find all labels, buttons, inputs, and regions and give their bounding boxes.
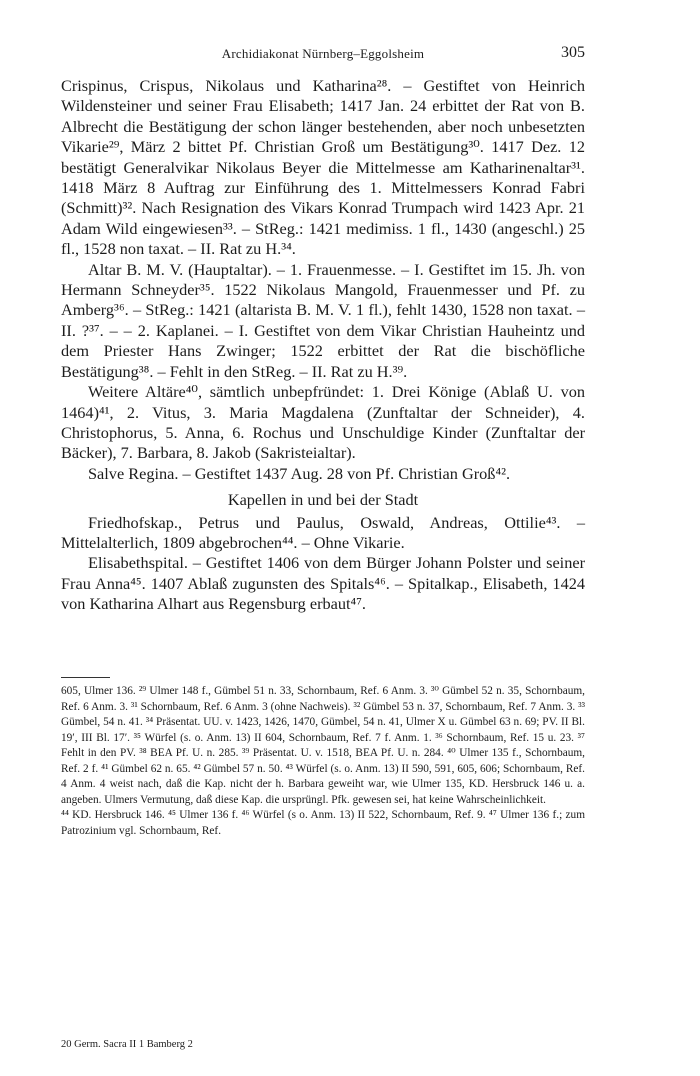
footnote-block: ⁴⁴ KD. Hersbruck 146. ⁴⁵ Ulmer 136 f. ⁴⁶ Würfel (s o. Anm. 13) II 522, Schornbaum, Ref. 9. ⁴⁷ Ulmer 136 f.; zum Patrozinium vgl. Schornbaum, Ref. <box>61 809 585 837</box>
footnote-separator <box>61 677 110 678</box>
paragraph: Weitere Altäre⁴⁰, sämtlich unbepfründet: 1. Drei Könige (Ablaß U. von 1464)⁴¹, 2. Vitus, 3. Maria Magdalena (Zunftaltar der Schneider), 4. Christophorus, 5. Anna, 6. Rochus und Unschuldige Kinder (Zunftaltar der Bäcker), 7. Barbara, 8. Jakob (Sakristeialtar). <box>61 382 585 463</box>
page-number: 305 <box>561 44 585 61</box>
signature-line: 20 Germ. Sacra II 1 Bamberg 2 <box>61 1039 193 1050</box>
paragraph: Elisabethspital. – Gestiftet 1406 von dem Bürger Johann Polster und seiner Frau Anna⁴⁵. 1407 Ablaß zugunsten des Spitals⁴⁶. – Spitalkap., Elisabeth, 1424 von Katharina Alhart aus Regensburg erbaut⁴⁷. <box>61 553 585 614</box>
footnote-block: 605, Ulmer 136. ²⁹ Ulmer 148 f., Gümbel 51 n. 33, Schornbaum, Ref. 6 Anm. 3. ³⁰ Gümbel 52 n. 35, Schornbaum, Ref. 6 Anm. 3. ³¹ Schornbaum, Ref. 6 Anm. 3 (ohne Nachweis). ³² Gümbel 53 n. 37, Schornbaum, Ref. 7 Anm. 3. ³³ Gümbel, 54 n. 41. ³⁴ Präsentat. UU. v. 1423, 1426, 1470, Gümbel, 54 n. 41, Ulmer X u. Gümbel 63 n. 69; PV. II Bl. 19′, III Bl. 17′. ³⁵ Würfel (s. o. Anm. 13) II 604, Schornbaum, Ref. 7 f. Anm. 1. ³⁶ Schornbaum, Ref. 15 u. 23. ³⁷ Fehlt in den PV. ³⁸ BEA Pf. U. n. 285. ³⁹ Präsentat. U. v. 1518, BEA Pf. U. n. 284. ⁴⁰ Ulmer 135 f., Schornbaum, Ref. 2 f. ⁴¹ Gümbel 62 n. 65. ⁴² Gümbel 57 n. 50. ⁴³ Würfel (s. o. Anm. 13) II 590, 591, 605, 606; Schornbaum, Ref. 4 Anm. 4 weist nach, daß die Kap. nicht der h. Barbara geweiht war, wie Ulmer 135, KD. Hersbruck 146 u. a. angeben. Ulmers Vermutung, daß diese Kap. die ursprüngl. Pfk. gewesen sei, hat keine Wahrscheinlichkeit. <box>61 685 585 806</box>
main-text <box>61 76 585 615</box>
paragraph: Friedhofskap., Petrus und Paulus, Oswald, Andreas, Ottilie⁴³. – Mittelalterlich, 1809 abgebrochen⁴⁴. – Ohne Vikarie. <box>61 512 585 552</box>
running-header <box>61 44 585 66</box>
paragraph: Altar B. M. V. (Hauptaltar). – 1. Frauenmesse. – I. Gestiftet im 15. Jh. von Hermann Schneyder³⁵. 1522 Nikolaus Mangold, Frauenmesser und Pf. zu Amberg³⁶. – StReg.: 1421 (altarista B. M. V. 1 fl.), fehlt 1430, 1528 non taxat. – II. ?³⁷. – – 2. Kaplanei. – I. Gestiftet von dem Vikar Christian Hauheintz und dem Priester Hans Zwinger; 1522 erbittet der Rat die bischöfliche Bestätigung³⁸. – Fehlt in den StReg. – II. Rat zu H.³⁹. <box>61 259 585 381</box>
running-title: Archidiakonat Nürnberg–Eggolsheim <box>221 46 425 61</box>
paragraph: Salve Regina. – Gestiftet 1437 Aug. 28 von Pf. Christian Groß⁴². <box>88 463 511 483</box>
footnotes <box>61 684 585 839</box>
section-heading: Kapellen in und bei der Stadt <box>227 490 419 510</box>
paragraph: Crispinus, Crispus, Nikolaus und Katharina²⁸. – Gestiftet von Heinrich Wildensteiner und seiner Frau Elisabeth; 1417 Jan. 24 erbittet der Rat von B. Albrecht die Bestätigung der schon länger bestehenden, aber noch unbesetzten Vikarie²⁹, März 2 bittet Pf. Christian Groß um Bestätigung³⁰. 1417 Dez. 12 bestätigt Generalvikar Nikolaus Beyer die Mittelmesse am Katharinenaltar³¹. 1418 März 8 Auftrag zur Einführung des 1. Mittelmessers Konrad Fabri (Schmitt)³². Nach Resignation des Vikars Konrad Trumpach wird 1423 Apr. 21 Adam Wild eingewiesen³³. – StReg.: 1421 medimiss. 1 fl., 1430 (angeschl.) 25 fl., 1528 non taxat. – II. Rat zu H.³⁴. <box>61 76 585 259</box>
